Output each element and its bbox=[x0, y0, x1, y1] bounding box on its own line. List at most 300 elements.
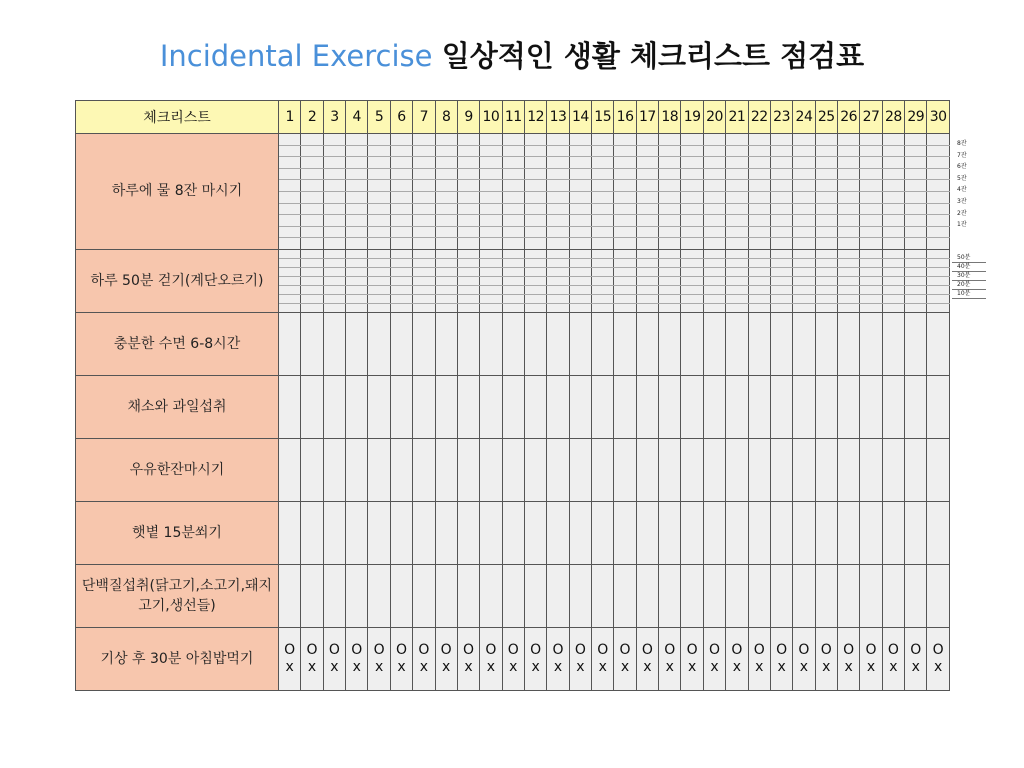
check-cell-day-20[interactable] bbox=[703, 303, 725, 312]
check-cell-day-16[interactable] bbox=[614, 203, 636, 215]
check-cell-day-28[interactable] bbox=[882, 157, 904, 169]
check-cell-day-23[interactable] bbox=[770, 134, 792, 146]
check-cell-day-11[interactable] bbox=[502, 145, 524, 157]
check-cell-day-27[interactable] bbox=[860, 249, 882, 258]
check-cell-day-9[interactable] bbox=[457, 180, 479, 192]
check-cell-day-20[interactable] bbox=[703, 501, 725, 564]
check-cell-day-3[interactable] bbox=[323, 168, 345, 180]
check-cell-day-30[interactable] bbox=[927, 375, 949, 438]
check-cell-day-28[interactable] bbox=[882, 285, 904, 294]
check-cell-day-24[interactable] bbox=[793, 438, 815, 501]
ox-cell-day-30[interactable] bbox=[927, 627, 949, 690]
check-cell-day-14[interactable] bbox=[569, 375, 591, 438]
check-cell-day-26[interactable] bbox=[837, 203, 859, 215]
ox-cell-day-17[interactable] bbox=[636, 627, 658, 690]
check-cell-day-1[interactable] bbox=[279, 294, 301, 303]
check-cell-day-17[interactable] bbox=[636, 258, 658, 267]
check-cell-day-1[interactable] bbox=[279, 168, 301, 180]
check-cell-day-15[interactable] bbox=[592, 191, 614, 203]
check-cell-day-25[interactable] bbox=[815, 501, 837, 564]
check-cell-day-6[interactable] bbox=[390, 438, 412, 501]
check-cell-day-10[interactable] bbox=[480, 285, 502, 294]
check-cell-day-21[interactable] bbox=[726, 215, 748, 227]
check-cell-day-28[interactable] bbox=[882, 191, 904, 203]
check-cell-day-23[interactable] bbox=[770, 303, 792, 312]
check-cell-day-14[interactable] bbox=[569, 215, 591, 227]
check-cell-day-7[interactable] bbox=[413, 438, 435, 501]
check-cell-day-6[interactable] bbox=[390, 312, 412, 375]
check-cell-day-12[interactable] bbox=[524, 303, 546, 312]
check-cell-day-4[interactable] bbox=[346, 312, 368, 375]
check-cell-day-9[interactable] bbox=[457, 438, 479, 501]
check-cell-day-30[interactable] bbox=[927, 145, 949, 157]
check-cell-day-22[interactable] bbox=[748, 249, 770, 258]
check-cell-day-5[interactable] bbox=[368, 191, 390, 203]
check-cell-day-16[interactable] bbox=[614, 501, 636, 564]
check-cell-day-1[interactable] bbox=[279, 226, 301, 238]
check-cell-day-5[interactable] bbox=[368, 375, 390, 438]
check-cell-day-27[interactable] bbox=[860, 145, 882, 157]
check-cell-day-5[interactable] bbox=[368, 438, 390, 501]
check-cell-day-4[interactable] bbox=[346, 157, 368, 169]
check-cell-day-15[interactable] bbox=[592, 564, 614, 627]
check-cell-day-15[interactable] bbox=[592, 226, 614, 238]
check-cell-day-9[interactable] bbox=[457, 226, 479, 238]
check-cell-day-19[interactable] bbox=[681, 168, 703, 180]
check-cell-day-21[interactable] bbox=[726, 375, 748, 438]
check-cell-day-1[interactable] bbox=[279, 134, 301, 146]
ox-cell-day-24[interactable] bbox=[793, 627, 815, 690]
check-cell-day-22[interactable] bbox=[748, 276, 770, 285]
check-cell-day-4[interactable] bbox=[346, 215, 368, 227]
check-cell-day-9[interactable] bbox=[457, 267, 479, 276]
check-cell-day-1[interactable] bbox=[279, 145, 301, 157]
check-cell-day-30[interactable] bbox=[927, 258, 949, 267]
check-cell-day-2[interactable] bbox=[301, 564, 323, 627]
check-cell-day-13[interactable] bbox=[547, 145, 569, 157]
check-cell-day-2[interactable] bbox=[301, 226, 323, 238]
check-cell-day-28[interactable] bbox=[882, 501, 904, 564]
check-cell-day-15[interactable] bbox=[592, 180, 614, 192]
check-cell-day-24[interactable] bbox=[793, 134, 815, 146]
check-cell-day-13[interactable] bbox=[547, 191, 569, 203]
check-cell-day-4[interactable] bbox=[346, 564, 368, 627]
check-cell-day-21[interactable] bbox=[726, 191, 748, 203]
check-cell-day-28[interactable] bbox=[882, 258, 904, 267]
check-cell-day-2[interactable] bbox=[301, 501, 323, 564]
check-cell-day-8[interactable] bbox=[435, 145, 457, 157]
check-cell-day-6[interactable] bbox=[390, 134, 412, 146]
check-cell-day-13[interactable] bbox=[547, 312, 569, 375]
check-cell-day-18[interactable] bbox=[659, 312, 681, 375]
check-cell-day-30[interactable] bbox=[927, 134, 949, 146]
check-cell-day-23[interactable] bbox=[770, 276, 792, 285]
check-cell-day-14[interactable] bbox=[569, 276, 591, 285]
check-cell-day-8[interactable] bbox=[435, 564, 457, 627]
check-cell-day-16[interactable] bbox=[614, 312, 636, 375]
check-cell-day-3[interactable] bbox=[323, 285, 345, 294]
check-cell-day-21[interactable] bbox=[726, 294, 748, 303]
check-cell-day-20[interactable] bbox=[703, 203, 725, 215]
check-cell-day-4[interactable] bbox=[346, 168, 368, 180]
check-cell-day-24[interactable] bbox=[793, 258, 815, 267]
check-cell-day-3[interactable] bbox=[323, 226, 345, 238]
check-cell-day-28[interactable] bbox=[882, 276, 904, 285]
check-cell-day-9[interactable] bbox=[457, 238, 479, 250]
check-cell-day-12[interactable] bbox=[524, 226, 546, 238]
check-cell-day-2[interactable] bbox=[301, 134, 323, 146]
check-cell-day-14[interactable] bbox=[569, 226, 591, 238]
ox-cell-day-27[interactable] bbox=[860, 627, 882, 690]
check-cell-day-2[interactable] bbox=[301, 145, 323, 157]
check-cell-day-12[interactable] bbox=[524, 249, 546, 258]
check-cell-day-20[interactable] bbox=[703, 238, 725, 250]
check-cell-day-22[interactable] bbox=[748, 215, 770, 227]
check-cell-day-28[interactable] bbox=[882, 203, 904, 215]
check-cell-day-25[interactable] bbox=[815, 375, 837, 438]
check-cell-day-14[interactable] bbox=[569, 249, 591, 258]
check-cell-day-23[interactable] bbox=[770, 191, 792, 203]
check-cell-day-16[interactable] bbox=[614, 438, 636, 501]
check-cell-day-11[interactable] bbox=[502, 249, 524, 258]
check-cell-day-28[interactable] bbox=[882, 438, 904, 501]
check-cell-day-16[interactable] bbox=[614, 226, 636, 238]
check-cell-day-1[interactable] bbox=[279, 180, 301, 192]
ox-cell-day-20[interactable] bbox=[703, 627, 725, 690]
check-cell-day-27[interactable] bbox=[860, 215, 882, 227]
check-cell-day-15[interactable] bbox=[592, 145, 614, 157]
check-cell-day-15[interactable] bbox=[592, 134, 614, 146]
check-cell-day-24[interactable] bbox=[793, 145, 815, 157]
check-cell-day-19[interactable] bbox=[681, 145, 703, 157]
check-cell-day-27[interactable] bbox=[860, 303, 882, 312]
check-cell-day-26[interactable] bbox=[837, 303, 859, 312]
check-cell-day-20[interactable] bbox=[703, 249, 725, 258]
check-cell-day-8[interactable] bbox=[435, 168, 457, 180]
check-cell-day-29[interactable] bbox=[905, 157, 927, 169]
check-cell-day-6[interactable] bbox=[390, 180, 412, 192]
check-cell-day-17[interactable] bbox=[636, 564, 658, 627]
check-cell-day-4[interactable] bbox=[346, 191, 368, 203]
check-cell-day-7[interactable] bbox=[413, 145, 435, 157]
check-cell-day-9[interactable] bbox=[457, 249, 479, 258]
check-cell-day-13[interactable] bbox=[547, 303, 569, 312]
check-cell-day-8[interactable] bbox=[435, 134, 457, 146]
check-cell-day-21[interactable] bbox=[726, 238, 748, 250]
check-cell-day-17[interactable] bbox=[636, 276, 658, 285]
check-cell-day-19[interactable] bbox=[681, 285, 703, 294]
check-cell-day-26[interactable] bbox=[837, 258, 859, 267]
check-cell-day-8[interactable] bbox=[435, 294, 457, 303]
check-cell-day-10[interactable] bbox=[480, 168, 502, 180]
check-cell-day-14[interactable] bbox=[569, 438, 591, 501]
check-cell-day-10[interactable] bbox=[480, 238, 502, 250]
check-cell-day-29[interactable] bbox=[905, 226, 927, 238]
check-cell-day-27[interactable] bbox=[860, 285, 882, 294]
check-cell-day-12[interactable] bbox=[524, 501, 546, 564]
check-cell-day-9[interactable] bbox=[457, 145, 479, 157]
check-cell-day-4[interactable] bbox=[346, 145, 368, 157]
check-cell-day-23[interactable] bbox=[770, 285, 792, 294]
check-cell-day-28[interactable] bbox=[882, 134, 904, 146]
check-cell-day-6[interactable] bbox=[390, 215, 412, 227]
check-cell-day-24[interactable] bbox=[793, 226, 815, 238]
check-cell-day-5[interactable] bbox=[368, 215, 390, 227]
ox-cell-day-29[interactable] bbox=[905, 627, 927, 690]
check-cell-day-7[interactable] bbox=[413, 134, 435, 146]
check-cell-day-27[interactable] bbox=[860, 238, 882, 250]
check-cell-day-24[interactable] bbox=[793, 267, 815, 276]
check-cell-day-18[interactable] bbox=[659, 238, 681, 250]
ox-cell-day-10[interactable] bbox=[480, 627, 502, 690]
check-cell-day-26[interactable] bbox=[837, 285, 859, 294]
check-cell-day-30[interactable] bbox=[927, 168, 949, 180]
check-cell-day-6[interactable] bbox=[390, 203, 412, 215]
check-cell-day-11[interactable] bbox=[502, 294, 524, 303]
check-cell-day-22[interactable] bbox=[748, 267, 770, 276]
check-cell-day-25[interactable] bbox=[815, 249, 837, 258]
check-cell-day-12[interactable] bbox=[524, 180, 546, 192]
check-cell-day-25[interactable] bbox=[815, 285, 837, 294]
check-cell-day-26[interactable] bbox=[837, 134, 859, 146]
check-cell-day-4[interactable] bbox=[346, 238, 368, 250]
check-cell-day-25[interactable] bbox=[815, 276, 837, 285]
check-cell-day-8[interactable] bbox=[435, 312, 457, 375]
check-cell-day-15[interactable] bbox=[592, 258, 614, 267]
check-cell-day-11[interactable] bbox=[502, 226, 524, 238]
check-cell-day-19[interactable] bbox=[681, 303, 703, 312]
check-cell-day-8[interactable] bbox=[435, 180, 457, 192]
check-cell-day-12[interactable] bbox=[524, 375, 546, 438]
check-cell-day-20[interactable] bbox=[703, 438, 725, 501]
ox-cell-day-15[interactable] bbox=[592, 627, 614, 690]
ox-cell-day-9[interactable] bbox=[457, 627, 479, 690]
check-cell-day-2[interactable] bbox=[301, 215, 323, 227]
check-cell-day-1[interactable] bbox=[279, 267, 301, 276]
check-cell-day-22[interactable] bbox=[748, 438, 770, 501]
check-cell-day-16[interactable] bbox=[614, 276, 636, 285]
check-cell-day-20[interactable] bbox=[703, 375, 725, 438]
check-cell-day-2[interactable] bbox=[301, 168, 323, 180]
check-cell-day-21[interactable] bbox=[726, 168, 748, 180]
check-cell-day-9[interactable] bbox=[457, 564, 479, 627]
check-cell-day-3[interactable] bbox=[323, 276, 345, 285]
check-cell-day-28[interactable] bbox=[882, 168, 904, 180]
check-cell-day-19[interactable] bbox=[681, 258, 703, 267]
check-cell-day-21[interactable] bbox=[726, 145, 748, 157]
check-cell-day-23[interactable] bbox=[770, 438, 792, 501]
check-cell-day-27[interactable] bbox=[860, 564, 882, 627]
check-cell-day-12[interactable] bbox=[524, 438, 546, 501]
check-cell-day-22[interactable] bbox=[748, 375, 770, 438]
check-cell-day-9[interactable] bbox=[457, 258, 479, 267]
ox-cell-day-4[interactable] bbox=[346, 627, 368, 690]
check-cell-day-29[interactable] bbox=[905, 191, 927, 203]
check-cell-day-2[interactable] bbox=[301, 180, 323, 192]
check-cell-day-9[interactable] bbox=[457, 501, 479, 564]
check-cell-day-16[interactable] bbox=[614, 267, 636, 276]
check-cell-day-13[interactable] bbox=[547, 168, 569, 180]
check-cell-day-27[interactable] bbox=[860, 203, 882, 215]
check-cell-day-25[interactable] bbox=[815, 312, 837, 375]
check-cell-day-3[interactable] bbox=[323, 215, 345, 227]
check-cell-day-6[interactable] bbox=[390, 276, 412, 285]
check-cell-day-21[interactable] bbox=[726, 249, 748, 258]
check-cell-day-9[interactable] bbox=[457, 215, 479, 227]
check-cell-day-10[interactable] bbox=[480, 438, 502, 501]
check-cell-day-26[interactable] bbox=[837, 238, 859, 250]
check-cell-day-23[interactable] bbox=[770, 226, 792, 238]
check-cell-day-14[interactable] bbox=[569, 564, 591, 627]
check-cell-day-3[interactable] bbox=[323, 157, 345, 169]
check-cell-day-12[interactable] bbox=[524, 285, 546, 294]
check-cell-day-2[interactable] bbox=[301, 238, 323, 250]
check-cell-day-17[interactable] bbox=[636, 438, 658, 501]
check-cell-day-28[interactable] bbox=[882, 180, 904, 192]
check-cell-day-10[interactable] bbox=[480, 180, 502, 192]
check-cell-day-20[interactable] bbox=[703, 215, 725, 227]
check-cell-day-12[interactable] bbox=[524, 157, 546, 169]
check-cell-day-30[interactable] bbox=[927, 501, 949, 564]
check-cell-day-21[interactable] bbox=[726, 258, 748, 267]
check-cell-day-20[interactable] bbox=[703, 564, 725, 627]
ox-cell-day-14[interactable] bbox=[569, 627, 591, 690]
check-cell-day-22[interactable] bbox=[748, 203, 770, 215]
check-cell-day-19[interactable] bbox=[681, 191, 703, 203]
check-cell-day-26[interactable] bbox=[837, 375, 859, 438]
check-cell-day-10[interactable] bbox=[480, 258, 502, 267]
check-cell-day-22[interactable] bbox=[748, 157, 770, 169]
check-cell-day-24[interactable] bbox=[793, 249, 815, 258]
check-cell-day-20[interactable] bbox=[703, 294, 725, 303]
check-cell-day-16[interactable] bbox=[614, 145, 636, 157]
check-cell-day-17[interactable] bbox=[636, 134, 658, 146]
check-cell-day-16[interactable] bbox=[614, 564, 636, 627]
ox-cell-day-21[interactable] bbox=[726, 627, 748, 690]
check-cell-day-14[interactable] bbox=[569, 134, 591, 146]
check-cell-day-7[interactable] bbox=[413, 191, 435, 203]
ox-cell-day-28[interactable] bbox=[882, 627, 904, 690]
check-cell-day-18[interactable] bbox=[659, 145, 681, 157]
check-cell-day-15[interactable] bbox=[592, 157, 614, 169]
check-cell-day-27[interactable] bbox=[860, 157, 882, 169]
check-cell-day-6[interactable] bbox=[390, 238, 412, 250]
check-cell-day-8[interactable] bbox=[435, 249, 457, 258]
check-cell-day-18[interactable] bbox=[659, 134, 681, 146]
check-cell-day-18[interactable] bbox=[659, 191, 681, 203]
check-cell-day-30[interactable] bbox=[927, 438, 949, 501]
check-cell-day-22[interactable] bbox=[748, 226, 770, 238]
check-cell-day-20[interactable] bbox=[703, 134, 725, 146]
check-cell-day-5[interactable] bbox=[368, 249, 390, 258]
check-cell-day-17[interactable] bbox=[636, 303, 658, 312]
check-cell-day-20[interactable] bbox=[703, 285, 725, 294]
check-cell-day-16[interactable] bbox=[614, 180, 636, 192]
check-cell-day-15[interactable] bbox=[592, 312, 614, 375]
check-cell-day-27[interactable] bbox=[860, 258, 882, 267]
check-cell-day-10[interactable] bbox=[480, 303, 502, 312]
check-cell-day-29[interactable] bbox=[905, 294, 927, 303]
check-cell-day-13[interactable] bbox=[547, 294, 569, 303]
ox-cell-day-26[interactable] bbox=[837, 627, 859, 690]
check-cell-day-11[interactable] bbox=[502, 134, 524, 146]
check-cell-day-2[interactable] bbox=[301, 276, 323, 285]
check-cell-day-7[interactable] bbox=[413, 312, 435, 375]
check-cell-day-2[interactable] bbox=[301, 203, 323, 215]
check-cell-day-15[interactable] bbox=[592, 249, 614, 258]
check-cell-day-19[interactable] bbox=[681, 180, 703, 192]
check-cell-day-5[interactable] bbox=[368, 285, 390, 294]
check-cell-day-9[interactable] bbox=[457, 312, 479, 375]
check-cell-day-1[interactable] bbox=[279, 312, 301, 375]
check-cell-day-15[interactable] bbox=[592, 501, 614, 564]
check-cell-day-10[interactable] bbox=[480, 501, 502, 564]
check-cell-day-11[interactable] bbox=[502, 168, 524, 180]
check-cell-day-3[interactable] bbox=[323, 564, 345, 627]
check-cell-day-21[interactable] bbox=[726, 267, 748, 276]
check-cell-day-4[interactable] bbox=[346, 134, 368, 146]
check-cell-day-6[interactable] bbox=[390, 303, 412, 312]
check-cell-day-18[interactable] bbox=[659, 157, 681, 169]
check-cell-day-22[interactable] bbox=[748, 312, 770, 375]
check-cell-day-25[interactable] bbox=[815, 157, 837, 169]
check-cell-day-25[interactable] bbox=[815, 180, 837, 192]
check-cell-day-3[interactable] bbox=[323, 180, 345, 192]
check-cell-day-8[interactable] bbox=[435, 285, 457, 294]
check-cell-day-10[interactable] bbox=[480, 203, 502, 215]
check-cell-day-14[interactable] bbox=[569, 294, 591, 303]
check-cell-day-3[interactable] bbox=[323, 294, 345, 303]
ox-cell-day-3[interactable] bbox=[323, 627, 345, 690]
check-cell-day-6[interactable] bbox=[390, 501, 412, 564]
check-cell-day-3[interactable] bbox=[323, 203, 345, 215]
check-cell-day-9[interactable] bbox=[457, 134, 479, 146]
check-cell-day-18[interactable] bbox=[659, 285, 681, 294]
check-cell-day-9[interactable] bbox=[457, 168, 479, 180]
check-cell-day-9[interactable] bbox=[457, 375, 479, 438]
check-cell-day-12[interactable] bbox=[524, 267, 546, 276]
check-cell-day-29[interactable] bbox=[905, 501, 927, 564]
check-cell-day-17[interactable] bbox=[636, 285, 658, 294]
check-cell-day-11[interactable] bbox=[502, 303, 524, 312]
check-cell-day-1[interactable] bbox=[279, 501, 301, 564]
check-cell-day-19[interactable] bbox=[681, 226, 703, 238]
check-cell-day-19[interactable] bbox=[681, 294, 703, 303]
check-cell-day-15[interactable] bbox=[592, 303, 614, 312]
check-cell-day-25[interactable] bbox=[815, 438, 837, 501]
check-cell-day-26[interactable] bbox=[837, 168, 859, 180]
check-cell-day-14[interactable] bbox=[569, 191, 591, 203]
check-cell-day-1[interactable] bbox=[279, 303, 301, 312]
check-cell-day-3[interactable] bbox=[323, 501, 345, 564]
check-cell-day-28[interactable] bbox=[882, 145, 904, 157]
ox-cell-day-19[interactable] bbox=[681, 627, 703, 690]
check-cell-day-7[interactable] bbox=[413, 267, 435, 276]
check-cell-day-12[interactable] bbox=[524, 168, 546, 180]
check-cell-day-25[interactable] bbox=[815, 145, 837, 157]
check-cell-day-10[interactable] bbox=[480, 312, 502, 375]
check-cell-day-29[interactable] bbox=[905, 215, 927, 227]
check-cell-day-7[interactable] bbox=[413, 564, 435, 627]
check-cell-day-14[interactable] bbox=[569, 168, 591, 180]
check-cell-day-8[interactable] bbox=[435, 501, 457, 564]
check-cell-day-18[interactable] bbox=[659, 168, 681, 180]
check-cell-day-29[interactable] bbox=[905, 312, 927, 375]
check-cell-day-14[interactable] bbox=[569, 267, 591, 276]
check-cell-day-2[interactable] bbox=[301, 294, 323, 303]
check-cell-day-23[interactable] bbox=[770, 157, 792, 169]
check-cell-day-10[interactable] bbox=[480, 294, 502, 303]
